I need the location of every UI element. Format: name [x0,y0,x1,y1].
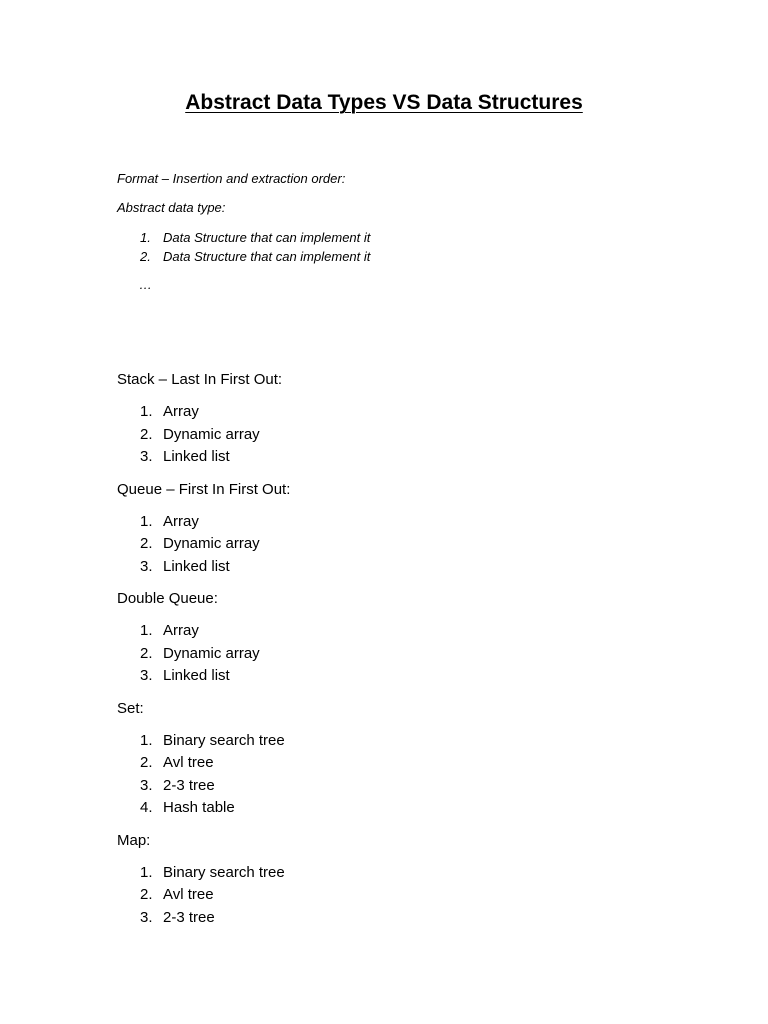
format-line-adt: Abstract data type: [117,200,226,215]
list-item [117,884,290,907]
list-item [117,424,290,447]
list-item-text: Array [163,622,199,639]
section-heading-queue: Queue – First In First Out: [117,480,291,498]
list-item-number: 4. [140,799,153,816]
document-title: Abstract Data Types VS Data Structures [185,91,583,114]
list-item-number: 2. [140,886,153,903]
list-item [117,533,290,556]
section-list-queue [117,511,290,579]
list-item [117,797,290,820]
list-item [117,643,290,666]
section-heading-map: Map: [117,831,151,849]
list-item [117,775,290,798]
list-item-text: Avl tree [163,886,214,903]
list-item-text: Binary search tree [163,731,285,749]
list-item-text: Dynamic array [163,425,260,443]
adt-sections [117,369,290,939]
list-item [117,446,290,469]
list-item-number: 2. [140,249,151,264]
section-list-map [117,862,290,930]
list-item [117,556,290,579]
list-item-number: 2. [140,644,153,662]
list-item-text: Binary search tree [163,863,285,881]
list-item-number: 1. [140,622,153,639]
format-list-item [117,247,370,266]
format-description [117,170,370,294]
section-heading-stack: Stack – Last In First Out: [117,371,283,388]
list-item-number: 2. [140,425,153,443]
list-item-number: 3. [140,557,153,575]
list-item-text: Data Structure that can implement it [163,249,371,264]
section-list-set [117,730,290,820]
list-item-number: 1. [140,403,153,420]
list-item-number: 2. [140,754,153,771]
format-list-item [117,228,370,247]
list-item-text: Linked list [163,557,230,575]
list-item-text: Dynamic array [163,535,260,552]
list-item-text: 2-3 tree [163,908,215,926]
format-ellipsis: … [139,277,152,292]
list-item-text: Linked list [163,667,230,684]
list-item-number: 1. [140,230,151,245]
list-item-number: 3. [140,667,153,684]
list-item-number: 3. [140,448,153,465]
list-item-text: 2-3 tree [163,776,215,794]
list-item [117,907,290,930]
list-item-text: Avl tree [163,754,214,771]
list-item-number: 2. [140,535,153,552]
list-item-number: 3. [140,776,153,794]
list-item [117,730,290,753]
list-item-number: 1. [140,731,153,749]
list-item-text: Dynamic array [163,644,260,662]
list-item-number: 1. [140,863,153,881]
list-item-text: Linked list [163,448,230,465]
list-item [117,511,290,534]
list-item-number: 1. [140,512,153,530]
list-item [117,665,290,688]
section-list-double-queue [117,620,290,688]
list-item [117,862,290,885]
format-list [117,228,370,266]
list-item-text: Array [163,512,199,530]
list-item-text: Array [163,403,199,420]
section-heading-set: Set: [117,699,144,717]
section-list-stack [117,401,290,469]
list-item [117,620,290,643]
list-item [117,401,290,424]
list-item-number: 3. [140,908,153,926]
list-item [117,752,290,775]
list-item-text: Data Structure that can implement it [163,230,371,245]
format-line-insertion-order: Format – Insertion and extraction order: [117,171,346,186]
section-heading-double-queue: Double Queue: [117,590,218,607]
list-item-text: Hash table [163,799,235,816]
